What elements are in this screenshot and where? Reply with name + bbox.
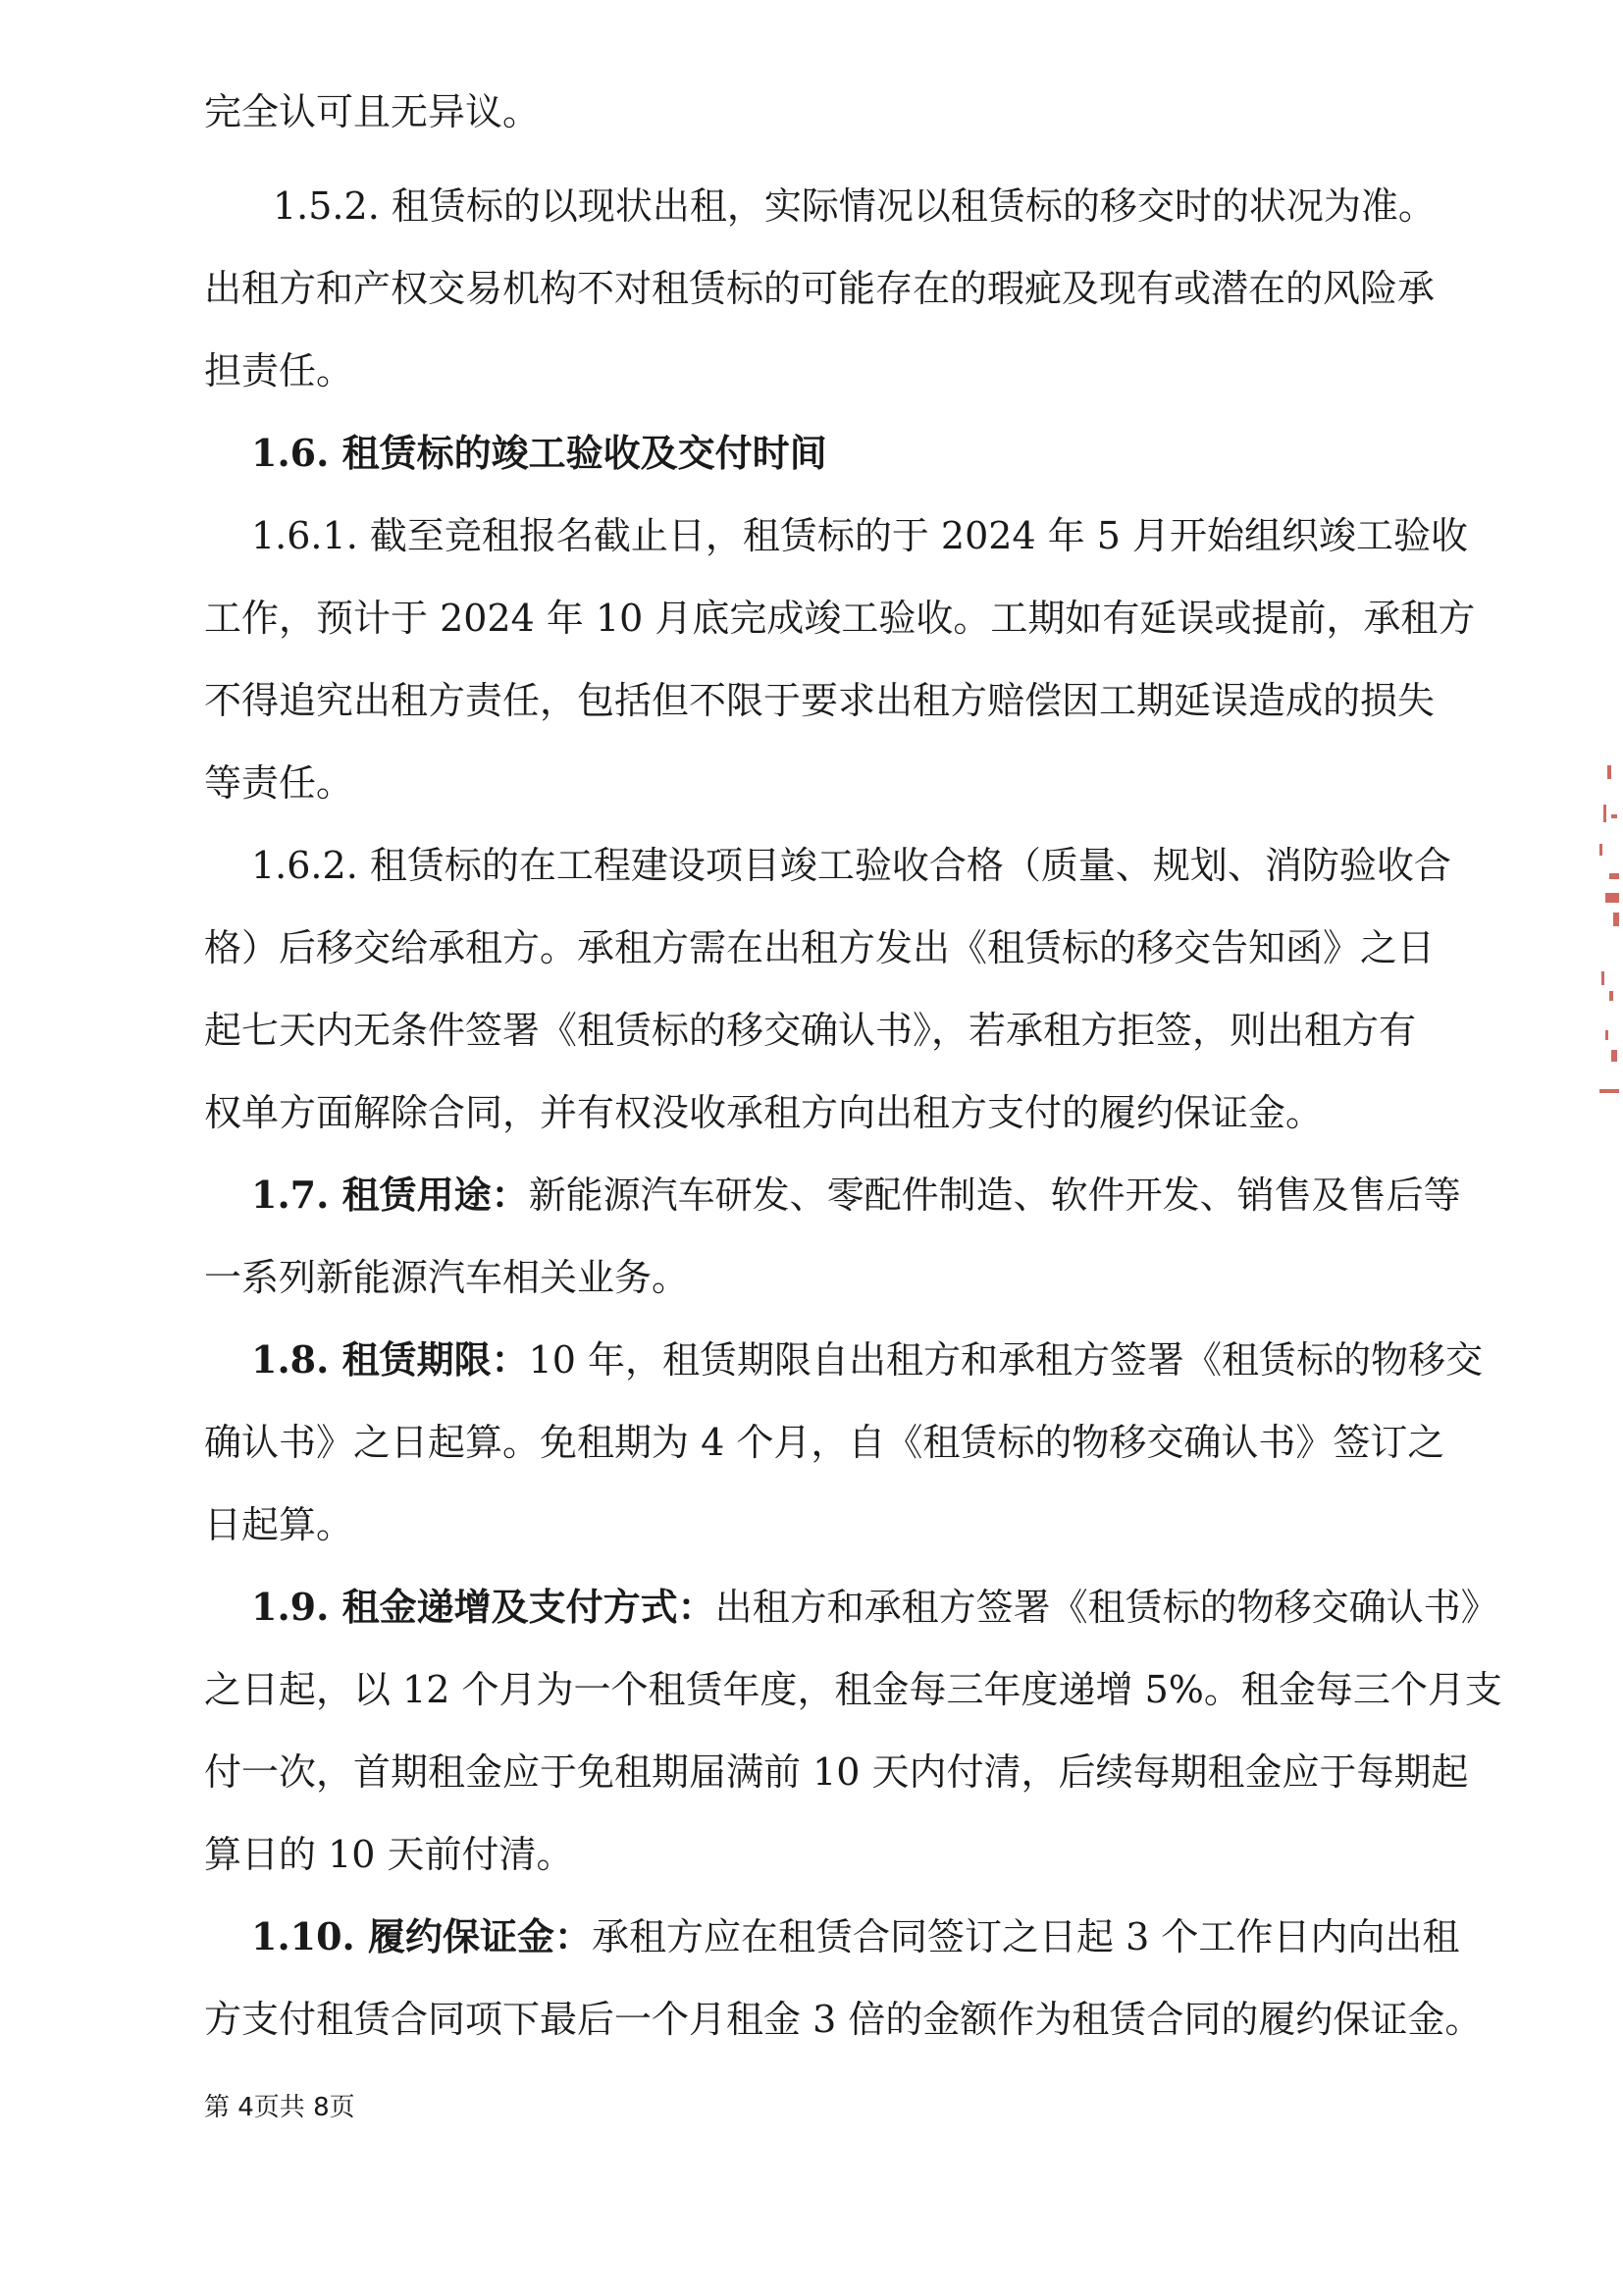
- clause-text: 出租方和承租方签署《租赁标的物移交确认书》: [714, 1586, 1498, 1629]
- paragraph-line: 1.6.1. 截至竞租报名截止日，租赁标的于 2024 年 5 月开始组织竣工验收: [251, 514, 1469, 557]
- paragraph-line: 方支付租赁合同项下最后一个月租金 3 倍的金额作为租赁合同的履约保证金。: [204, 1998, 1483, 2041]
- paragraph-line: 等责任。: [204, 761, 354, 805]
- paragraph-line: 确认书》之日起算。免租期为 4 个月，自《租赁标的物移交确认书》签订之: [204, 1421, 1445, 1464]
- paragraph-line: 完全认可且无异议。: [204, 90, 541, 133]
- clause-label: 1.7. 租赁用途：: [251, 1173, 529, 1217]
- paragraph-line: [251, 1336, 1483, 1383]
- paragraph-line: 担责任。: [204, 349, 354, 392]
- paragraph-line: 之日起，以 12 个月为一个租赁年度，租金每三年度递增 5%。租金每三个月支: [204, 1668, 1502, 1711]
- paragraph-line: 起七天内无条件签署《租赁标的移交确认书》，若承租方拒签，则出租方有: [204, 1009, 1417, 1052]
- clause-label: 1.10. 履约保证金：: [251, 1914, 593, 1958]
- paragraph-line: [251, 1172, 1461, 1219]
- seal-stamp-edge: [1570, 765, 1623, 1119]
- clause-text: 新能源汽车研发、零配件制造、软件开发、销售及售后等: [528, 1174, 1461, 1217]
- clause-label: 1.8. 租赁期限：: [251, 1337, 529, 1382]
- paragraph-line: [251, 1913, 1459, 1960]
- paragraph-line: 工作，预计于 2024 年 10 月底完成竣工验收。工期如有延误或提前，承租方: [204, 597, 1476, 640]
- clause-text: 10 年，租赁期限自出租方和承租方签署《租赁标的物移交: [528, 1338, 1484, 1382]
- paragraph-line: 1.6.2. 租赁标的在工程建设项目竣工验收合格（质量、规划、消防验收合: [251, 844, 1451, 887]
- paragraph-line: 算日的 10 天前付清。: [204, 1833, 574, 1876]
- paragraph-line: 权单方面解除合同，并有权没收承租方向出租方支付的履约保证金。: [204, 1091, 1324, 1134]
- paragraph-line: 一系列新能源汽车相关业务。: [204, 1256, 690, 1299]
- paragraph-line: 出租方和产权交易机构不对租赁标的可能存在的瑕疵及现有或潜在的风险承: [204, 267, 1436, 310]
- paragraph-line: 付一次，首期租金应于免租期届满前 10 天内付清，后续每期租金应于每期起: [204, 1750, 1469, 1794]
- clause-label: 1.9. 租金递增及支付方式：: [251, 1585, 715, 1629]
- paragraph-line: 不得追究出租方责任，包括但不限于要求出租方赔偿因工期延误造成的损失: [204, 679, 1436, 722]
- paragraph-line: 1.5.2. 租赁标的以现状出租，实际情况以租赁标的移交时的状况为准。: [273, 184, 1436, 228]
- page-number: 第 4页共 8页: [204, 2093, 355, 2122]
- stamp-marks: [1599, 765, 1619, 1093]
- paragraph-line: 日起算。: [204, 1503, 354, 1546]
- clause-text: 承租方应在租赁合同签订之日起 3 个工作日内向出租: [592, 1915, 1460, 1958]
- paragraph-line: [251, 1584, 1498, 1631]
- section-heading: 1.6. 租赁标的竣工验收及交付时间: [251, 431, 827, 475]
- paragraph-line: 格）后移交给承租方。承租方需在出租方发出《租赁标的移交告知函》之日: [204, 926, 1436, 969]
